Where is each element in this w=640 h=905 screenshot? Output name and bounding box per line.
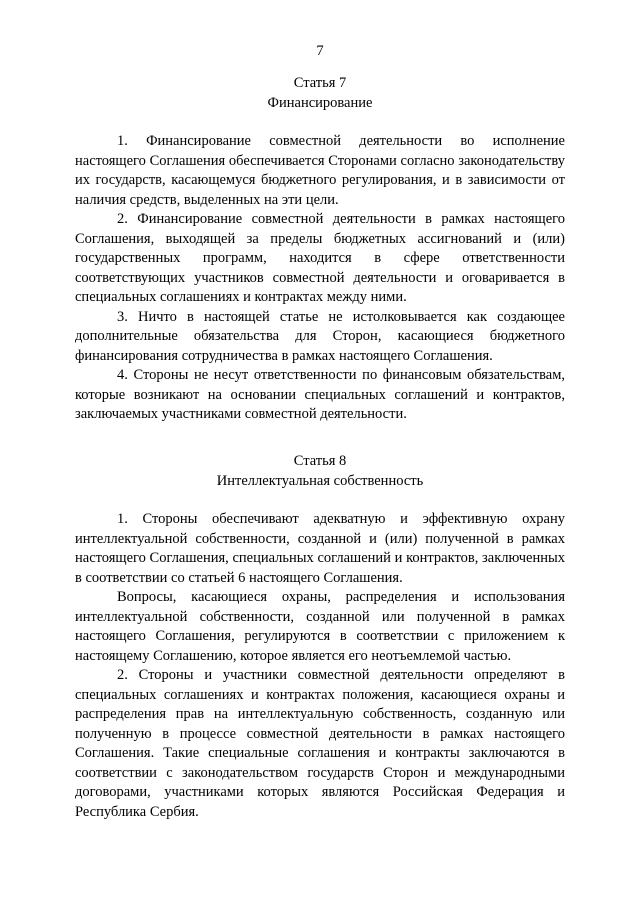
- page-number: 7: [316, 43, 324, 59]
- paragraph: Вопросы, касающиеся охраны, распределения и использования интеллектуальной собственности, созданной или полученной в рамках настоящего Соглашения, регулируются в соответствии с приложением к настоящему Соглашению, которое является его неотъемлемой частью.: [75, 589, 565, 664]
- article-body: [75, 510, 565, 822]
- article-subtitle: Финансирование: [267, 94, 373, 111]
- paragraph: 1. Финансирование совместной деятельности во исполнение настоящего Соглашения обеспечивается Сторонами согласно законодательству их государств, касающемуся бюджетного регулирования, и в зависимости от наличия средств, выделенных на эти цели.: [75, 133, 565, 208]
- article-body: [75, 132, 565, 425]
- paragraph: 1. Стороны обеспечивают адекватную и эффективную охрану интеллектуальной собственности, созданной и (или) полученной в рамках настоящего Соглашения, специальных соглашений и контрактов, заключенных в соответствии со статьей 6 настоящего Соглашения.: [75, 511, 565, 586]
- paragraph: 4. Стороны не несут ответственности по финансовым обязательствам, которые возникают на основании специальных соглашений и контрактов, заключаемых участниками совместной деятельности.: [75, 367, 565, 422]
- article-8: [75, 452, 565, 822]
- paragraph: 2. Финансирование совместной деятельности в рамках настоящего Соглашения, выходящей за пределы бюджетных ассигнований и (или) государственных программ, находится в сфере ответственности соответствующих участников совместной деятельности и оговаривается в специальных соглашениях и контрактах между ними.: [75, 211, 565, 305]
- article-title: Статья 8: [293, 453, 347, 469]
- article-subtitle: Интеллектуальная собственность: [216, 472, 424, 489]
- article-7: [75, 74, 565, 425]
- paragraph: 2. Стороны и участники совместной деятельности определяют в специальных соглашениях и контрактах положения, касающиеся охраны и распределения прав на интеллектуальную собственность, созданную или полученную в процессе совместной деятельности в рамках настоящего Соглашения. Такие специальные соглашения и контракты заключаются в соответствии с законодательством государств Сторон и международными договорами, участниками которых являются Российская Федерация и Республика Сербия.: [75, 667, 565, 820]
- paragraph: 3. Ничто в настоящей статье не истолковывается как создающее дополнительные обязательства для Сторон, касающиеся бюджетного финансирования сотрудничества в рамках настоящего Соглашения.: [75, 308, 565, 364]
- article-title: Статья 7: [293, 75, 347, 91]
